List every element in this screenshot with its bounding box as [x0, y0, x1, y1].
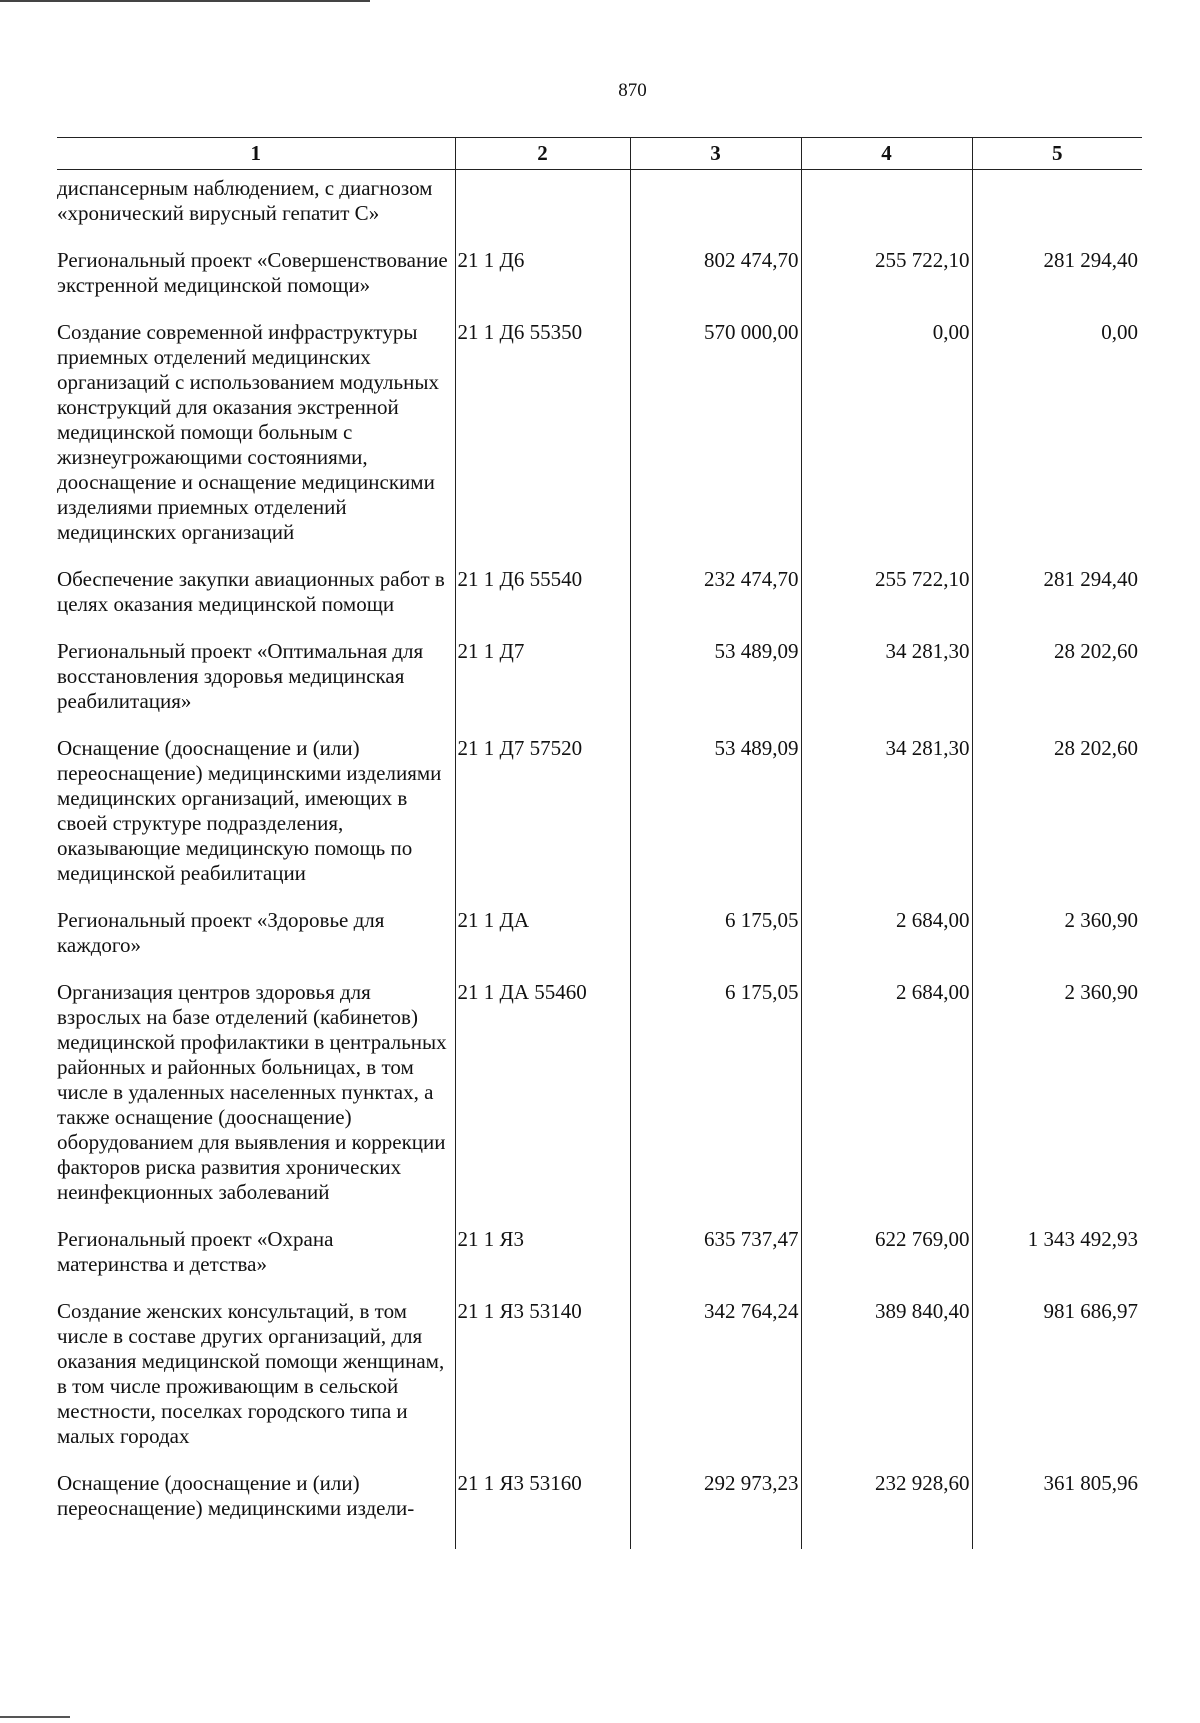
- row-value-4: [801, 170, 972, 249]
- table-row: [57, 567, 1142, 639]
- row-code: 21 1 Д6: [455, 248, 630, 320]
- row-value-5: 281 294,40: [972, 248, 1142, 320]
- header-col-3: 3: [630, 138, 801, 170]
- row-value-4: 2 684,00: [801, 980, 972, 1227]
- table-row: [57, 170, 1142, 249]
- row-code: 21 1 Д7: [455, 639, 630, 736]
- row-value-3: [630, 170, 801, 249]
- header-col-1: 1: [57, 138, 455, 170]
- row-value-3: 53 489,09: [630, 639, 801, 736]
- table-row: [57, 908, 1142, 980]
- budget-table: [57, 137, 1142, 1549]
- row-name: Организация центров здоровья для взрослых на базе отделений (кабинетов) медицинской профилактики в центральных районных и районных больницах, в том числе в удаленных населенных пунктах, а также оснащение (дооснащение) оборудованием для выявления и коррекции факторов риска развития хронических неинфекционных заболеваний: [57, 980, 447, 1204]
- table-row: [57, 248, 1142, 320]
- row-value-3: 802 474,70: [630, 248, 801, 320]
- row-value-4: 255 722,10: [801, 248, 972, 320]
- table-row: [57, 320, 1142, 567]
- row-value-3: 635 737,47: [630, 1227, 801, 1299]
- row-name: Оснащение (дооснащение и (или) переоснащение) медицинскими издели-: [57, 1471, 415, 1520]
- table-row: [57, 639, 1142, 736]
- row-value-3: 292 973,23: [630, 1471, 801, 1549]
- row-code: 21 1 Я3 53140: [455, 1299, 630, 1471]
- row-name: Создание современной инфраструктуры приемных отделений медицинских организаций с использованием модульных конструкций для оказания экстренной медицинской помощи больным с жизнеугрожающими состояниями, дооснащение и оснащение медицинскими изделиями приемных отделений медицинских организаций: [57, 320, 439, 544]
- row-code: 21 1 ДА: [455, 908, 630, 980]
- row-code: 21 1 Д6 55540: [455, 567, 630, 639]
- row-value-5: 281 294,40: [972, 567, 1142, 639]
- header-col-4: 4: [801, 138, 972, 170]
- row-value-4: 34 281,30: [801, 736, 972, 908]
- row-code: 21 1 Я3 53160: [455, 1471, 630, 1549]
- row-value-5: 28 202,60: [972, 639, 1142, 736]
- row-code: [455, 170, 630, 249]
- row-value-3: 6 175,05: [630, 980, 801, 1227]
- row-value-5: 2 360,90: [972, 908, 1142, 980]
- header-col-2: 2: [455, 138, 630, 170]
- row-value-5: 2 360,90: [972, 980, 1142, 1227]
- row-name: Оснащение (дооснащение и (или) переоснащение) медицинскими изделиями медицинских организаций, имеющих в своей структуре подразделения, оказывающие медицинскую помощь по медицинской реабилитации: [57, 736, 442, 885]
- row-name: Региональный проект «Охрана материнства и детства»: [57, 1227, 334, 1276]
- table-row: [57, 1471, 1142, 1549]
- table-row: [57, 1227, 1142, 1299]
- row-value-5: [972, 170, 1142, 249]
- page-number: 870: [618, 80, 647, 101]
- row-value-5: 361 805,96: [972, 1471, 1142, 1549]
- row-value-3: 232 474,70: [630, 567, 801, 639]
- row-value-3: 570 000,00: [630, 320, 801, 567]
- row-code: 21 1 Д6 55350: [455, 320, 630, 567]
- row-value-4: 0,00: [801, 320, 972, 567]
- row-name: Создание женских консультаций, в том числе в составе других организаций, для оказания медицинской помощи женщинам, в том числе проживающим в сельской местности, поселках городского типа и малых городах: [57, 1299, 445, 1448]
- row-value-5: 981 686,97: [972, 1299, 1142, 1471]
- row-value-5: 1 343 492,93: [972, 1227, 1142, 1299]
- row-value-5: 0,00: [972, 320, 1142, 567]
- budget-table-container: [57, 137, 1142, 1549]
- row-name: диспансерным наблюдением, с диагнозом «хронический вирусный гепатит С»: [57, 176, 433, 225]
- table-row: [57, 1299, 1142, 1471]
- row-value-3: 6 175,05: [630, 908, 801, 980]
- row-value-3: 342 764,24: [630, 1299, 801, 1471]
- row-code: 21 1 Я3: [455, 1227, 630, 1299]
- row-value-3: 53 489,09: [630, 736, 801, 908]
- row-name: Региональный проект «Здоровье для каждого»: [57, 908, 385, 957]
- table-row: [57, 736, 1142, 908]
- row-code: 21 1 Д7 57520: [455, 736, 630, 908]
- row-value-4: 2 684,00: [801, 908, 972, 980]
- row-value-4: 255 722,10: [801, 567, 972, 639]
- row-name: Региональный проект «Совершенствование экстренной медицинской помощи»: [57, 248, 448, 297]
- row-value-4: 389 840,40: [801, 1299, 972, 1471]
- row-value-4: 34 281,30: [801, 639, 972, 736]
- row-name: Региональный проект «Оптимальная для восстановления здоровья медицинская реабилитация»: [57, 639, 424, 713]
- scan-artifact-line: [0, 0, 370, 2]
- table-row: [57, 980, 1142, 1227]
- row-name: Обеспечение закупки авиационных работ в целях оказания медицинской помощи: [57, 567, 445, 616]
- row-value-5: 28 202,60: [972, 736, 1142, 908]
- header-col-5: 5: [972, 138, 1142, 170]
- row-value-4: 622 769,00: [801, 1227, 972, 1299]
- scan-artifact-line: [0, 1716, 70, 1718]
- row-code: 21 1 ДА 55460: [455, 980, 630, 1227]
- header-row: [57, 138, 1142, 170]
- row-value-4: 232 928,60: [801, 1471, 972, 1549]
